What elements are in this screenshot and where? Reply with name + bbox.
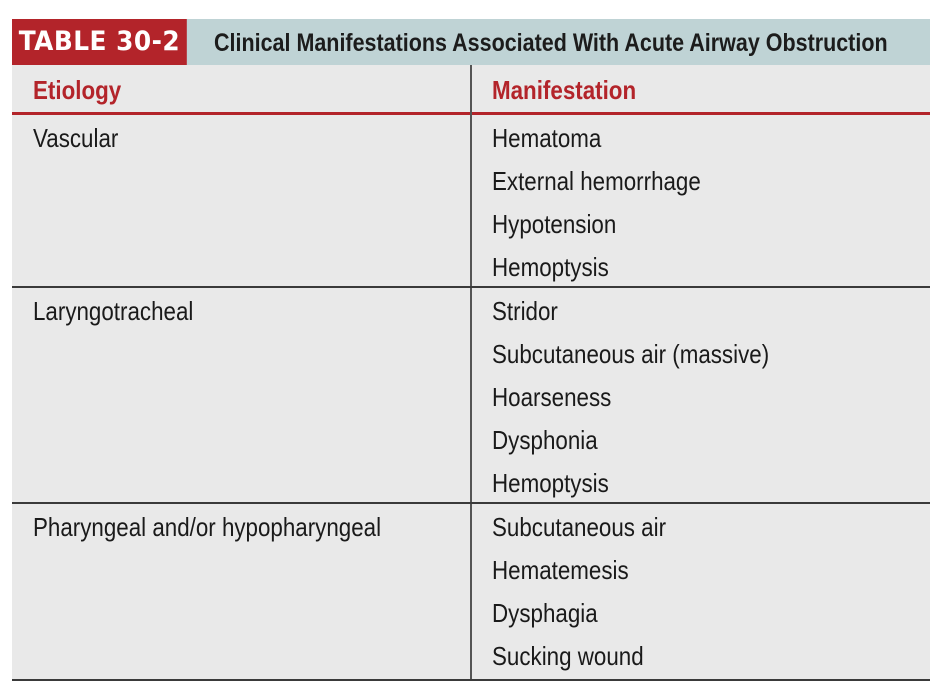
table-bottom-rule (12, 679, 930, 681)
manifestation-item: Dysphagia (492, 598, 598, 628)
table-title: Clinical Manifestations Associated With Acute Airway Obstruction (214, 29, 888, 57)
header-manifestation: Manifestation (492, 75, 637, 105)
row-divider (12, 502, 930, 504)
manifestation-item: Dysphonia (492, 425, 598, 455)
manifestation-item: Hematemesis (492, 555, 629, 585)
manifestation-list (492, 506, 694, 678)
etiology-cell: Vascular (33, 123, 119, 153)
row-divider (12, 286, 930, 288)
table-body (12, 65, 930, 681)
manifestation-item: Hemoptysis (492, 252, 609, 282)
etiology-cell: Laryngotracheal (33, 296, 194, 326)
etiology-cell: Pharyngeal and/or hypopharyngeal (33, 512, 382, 542)
manifestation-item: Hemoptysis (492, 468, 609, 498)
manifestation-item: Sucking wound (492, 641, 644, 671)
manifestation-item: External hemorrhage (492, 166, 701, 196)
manifestation-item: Subcutaneous air (492, 512, 667, 542)
manifestation-list (492, 117, 735, 289)
header-etiology: Etiology (33, 75, 122, 105)
table-number-label: TABLE 30-2 (12, 19, 187, 65)
table-title-bar (12, 19, 930, 65)
manifestation-list (492, 290, 814, 505)
column-divider (470, 65, 472, 681)
manifestation-item: Stridor (492, 296, 558, 326)
manifestation-item: Hypotension (492, 209, 617, 239)
manifestation-item: Subcutaneous air (massive) (492, 339, 770, 369)
manifestation-item: Hematoma (492, 123, 602, 153)
manifestation-item: Hoarseness (492, 382, 612, 412)
